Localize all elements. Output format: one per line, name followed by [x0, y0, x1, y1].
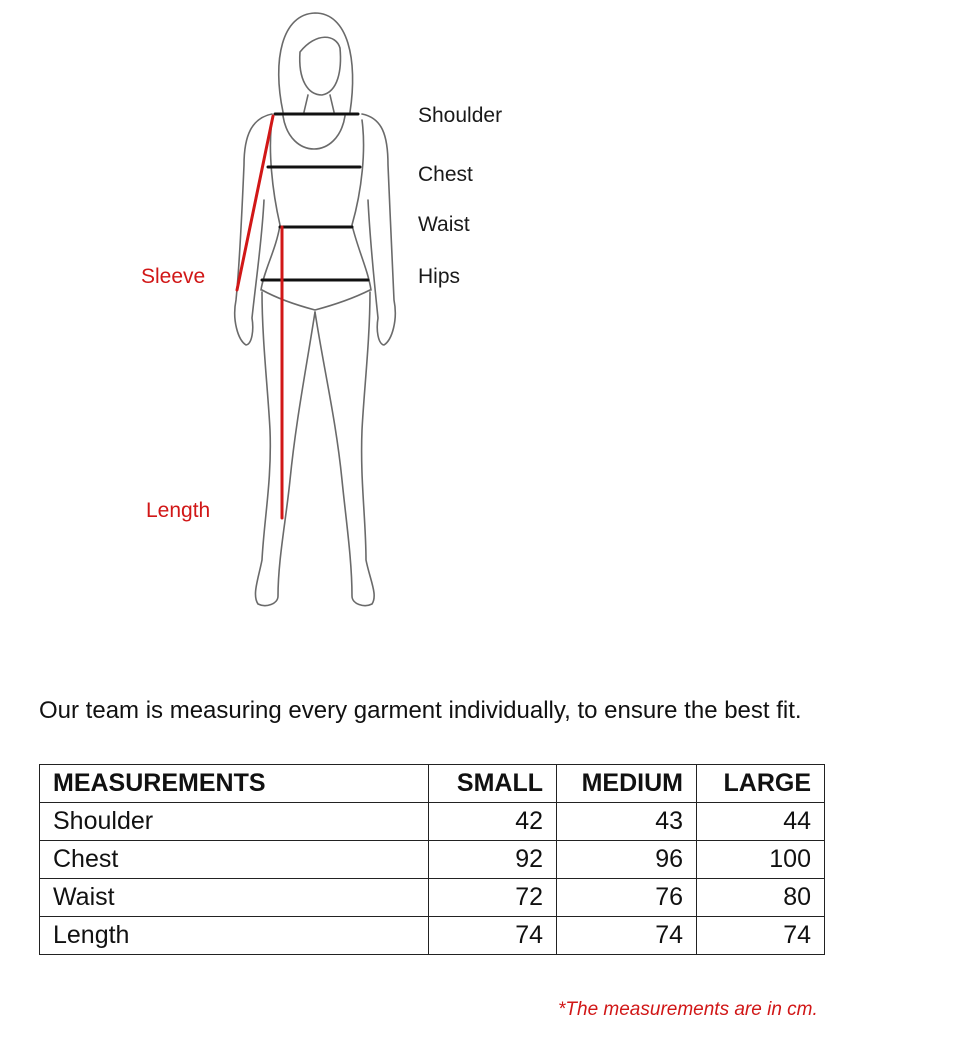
- cell-large: 74: [697, 917, 825, 955]
- row-label: Shoulder: [40, 803, 429, 841]
- waist-label: Waist: [418, 213, 470, 236]
- header-medium: MEDIUM: [557, 765, 697, 803]
- sleeve-label: Sleeve: [141, 265, 206, 288]
- row-label: Length: [40, 917, 429, 955]
- cell-medium: 96: [557, 841, 697, 879]
- right-leg-outline: [315, 292, 374, 606]
- header-large: LARGE: [697, 765, 825, 803]
- cell-small: 42: [429, 803, 557, 841]
- cell-medium: 74: [557, 917, 697, 955]
- cell-small: 74: [429, 917, 557, 955]
- cell-medium: 43: [557, 803, 697, 841]
- hips-label: Hips: [418, 265, 461, 288]
- neck-outline: [304, 95, 334, 112]
- length-label: Length: [146, 499, 211, 522]
- header-small: SMALL: [429, 765, 557, 803]
- cell-large: 100: [697, 841, 825, 879]
- units-footnote: *The measurements are in cm.: [558, 999, 818, 1020]
- size-chart-table: [39, 764, 825, 955]
- cell-medium: 76: [557, 879, 697, 917]
- neckline: [283, 116, 345, 149]
- hair-outline: [279, 13, 353, 112]
- cell-large: 80: [697, 879, 825, 917]
- table-row: [40, 917, 825, 955]
- table-row: [40, 803, 825, 841]
- torso-outline: [261, 120, 371, 290]
- table-row: [40, 879, 825, 917]
- intro-text: Our team is measuring every garment individually, to ensure the best fit.: [39, 697, 802, 724]
- face-outline: [300, 37, 341, 95]
- cell-small: 72: [429, 879, 557, 917]
- row-label: Chest: [40, 841, 429, 879]
- right-arm-outline: [362, 114, 395, 345]
- table-header-row: [40, 765, 825, 803]
- shoulder-label: Shoulder: [418, 104, 503, 127]
- chest-label: Chest: [418, 163, 473, 186]
- cell-small: 92: [429, 841, 557, 879]
- table-row: [40, 841, 825, 879]
- brief-outline: [262, 290, 370, 310]
- left-leg-outline: [255, 292, 315, 606]
- header-measurements: MEASUREMENTS: [40, 765, 429, 803]
- cell-large: 44: [697, 803, 825, 841]
- row-label: Waist: [40, 879, 429, 917]
